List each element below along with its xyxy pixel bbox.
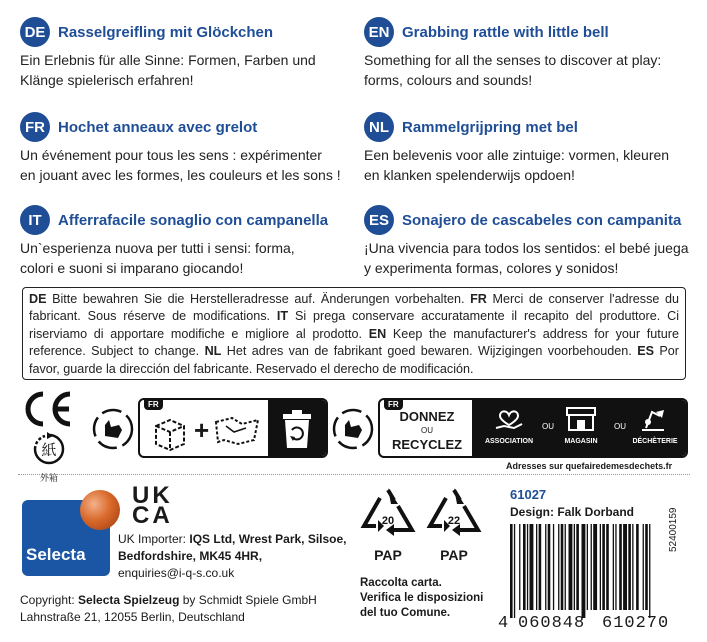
barcode-bars [506,524,686,618]
pap-20-symbol [358,486,418,566]
lang-line: Klänge spielerisch erfahren! [20,72,194,88]
recycling-note-line: Verifica le disposizioni [360,592,484,604]
paper-kanji: 紙 [41,441,57,459]
fr-tag: FR [144,399,163,410]
product-number: 61027 [510,487,547,502]
barcode-bar [636,524,639,610]
pap-22-symbol [424,486,484,566]
notice-text: Keep the manufacturer's address for your future reference. Subject to change. [29,326,680,359]
selecta-ball-icon [80,490,120,530]
barcode-bar [545,524,546,610]
recycling-note [360,576,500,621]
plus-sign: + [194,415,210,445]
barcode-bar [523,524,526,610]
magasin-label: MAGASIN [564,438,598,445]
design-credit: Design: Falk Dorband [510,505,635,519]
ukca-mark-icon [132,482,180,530]
notice-text: Si prega conservare accuratamente il recapito del produttore. Ci riserviamo di apportare modifiche e migliore al prodotto. [29,309,679,341]
lang-title: Rasselgreifling mit Glöckchen [58,23,274,41]
pap-number: 20 [381,515,395,527]
barcode-bar [649,524,650,618]
pap-label: PAP [440,547,468,563]
notice-code: IT [276,309,289,324]
box-icon [150,412,190,452]
heart-hand-icon [494,406,524,432]
side-code: 52400159 [668,507,679,552]
lang-title: Sonajero de cascabeles con campanita [402,211,682,229]
barcode-bar [527,524,528,610]
barcode-bar [591,524,592,610]
lang-line: colori e suoni si imparano giocando! [20,260,244,276]
disposal-options-panel [472,400,688,456]
barcode-left-digits: 060848 [518,614,586,633]
selecta-logo-text: Selecta [26,545,86,564]
barcode-bar [606,524,609,610]
barcode-bar [645,524,648,610]
uk-importer-text [118,531,350,582]
barcode-bar [643,524,644,610]
lang-line: forms, colours and sounds! [364,72,533,88]
notice-code: ES [637,344,654,359]
barcode-bar [619,524,622,610]
ou-small-label: OU [614,422,626,431]
store-icon [564,406,598,432]
lang-title: Afferrafacile sonaglio con campanella [58,211,329,229]
barcode [498,524,688,636]
bin-panel [268,400,326,456]
lang-title: Hochet anneaux avec grelot [58,118,258,136]
lang-badge: ES [364,205,394,235]
lang-badge: IT [20,205,50,235]
hand-recycle-icon [332,408,374,450]
barcode-bar [602,524,605,610]
ou-label: OU [421,426,433,435]
lang-line: en klanken spelenderwijs opdoen! [364,167,575,183]
lang-block-es [364,206,704,278]
barcode-bar [569,524,573,610]
lang-block-it [20,206,360,278]
notice-code: EN [368,326,387,341]
pap-number: 22 [447,515,461,527]
lang-badge: NL [364,112,394,142]
notice-text: Het adres van de fabrikant goed bewaren. Wijzigingen voorbehouden. [221,344,638,359]
copyright-company: Selecta Spielzeug [78,593,180,607]
ce-mark-icon [22,390,74,428]
lang-line: Een belevenis voor alle zintuige: vormen, kleuren [364,147,670,163]
barcode-bar [574,524,575,610]
triman-sorting-box [138,398,328,458]
lang-line: Un`esperienza nuova per tutti i sensi: forma, [20,240,295,256]
barcode-right-digits: 610270 [602,614,670,633]
notice-text: Merci de conserver l'adresse du fabricant. Sous réserve de modifications. [29,292,679,324]
paper-recycling-mark-icon [28,432,70,484]
barcode-bar [553,524,554,610]
barcode-bar [613,524,614,610]
barcode-bar [628,524,631,610]
paper-sub-label: 外箱 [39,474,58,484]
recycling-triangle-icon [358,486,418,542]
barcode-bar [623,524,627,610]
barcode-bar [519,524,520,610]
donnez-recyclez-box [378,398,688,458]
barcode-bar [548,524,551,610]
barcode-bar [576,524,579,610]
copyright-label: Copyright: [20,593,79,607]
lang-block-de [20,18,360,90]
lang-line: y experimenta formas, colores y sonidos! [364,260,619,276]
copyright-text [20,592,360,626]
lang-block-en [364,18,704,90]
lang-line: en jouant avec les formes, les couleurs et les sons ! [20,167,341,183]
importer-label: UK Importer: [118,532,190,546]
ukca-bottom: CA [132,502,173,529]
recycling-bin-icon [280,408,314,450]
recycling-note-line: Raccolta carta. [360,577,442,589]
barcode-bar [558,524,559,610]
barcode-bar [514,524,515,618]
lang-title: Grabbing rattle with little bell [402,23,609,41]
decheterie-label: DÉCHÈTERIE [632,438,678,445]
lang-badge: EN [364,17,394,47]
lang-badge: FR [20,112,50,142]
barcode-bar [561,524,564,610]
barcode-bar [615,524,616,610]
barcode-bar [632,524,633,610]
barcode-bar [587,524,588,610]
barcode-bar [565,524,566,610]
disposal-address-site: Adresses sur quefairedemesdechets.fr [506,461,673,471]
ukca-top: UK [132,482,173,509]
lang-block-fr [20,113,360,185]
notice-code: DE [29,292,47,306]
hand-recycle-icon [92,408,134,450]
barcode-bar [593,524,597,610]
barcode-first-digit: 4 [498,614,509,633]
donnez-label: DONNEZ [399,409,455,424]
lang-line: Un événement pour tous les sens : expérimenter [20,147,322,163]
lang-title: Rammelgrijpring met bel [402,118,578,136]
association-label: ASSOCIATION [484,438,534,445]
lang-line: Ein Erlebnis für alle Sinne: Formen, Farben und [20,52,316,68]
importer-email: enquiries@i-q-s.co.uk [118,566,235,580]
ou-small-label: OU [542,422,554,431]
barcode-bar [600,524,601,610]
lang-line: Something for all the senses to discover at play: [364,52,662,68]
separator-line [18,474,690,475]
company-address: Lahnstraße 21, 12055 Berlin, Deutschland [20,610,245,624]
recycling-note-line: del tuo Comune. [360,607,451,619]
notice-text: Por favor, guarde la dirección del fabricante. Reservado el derecho de modificación. [29,344,679,376]
barcode-bar [536,524,537,610]
recyclez-label: RECYCLEZ [392,437,463,452]
barcode-bar [539,524,542,610]
copyright-rest: by Schmidt Spiele GmbH [179,593,317,607]
barcode-bar [510,524,513,618]
barcode-bar [582,524,586,618]
recycling-triangle-icon [424,486,484,542]
selecta-logo [22,490,110,578]
notice-code: FR [470,292,487,306]
notice-text: Bitte bewahren Sie die Herstelleradresse auf. Änderungen vorbehalten. [46,292,471,306]
dump-icon [638,406,668,434]
lang-block-nl [364,113,704,185]
importer-address: IQS Ltd, Wrest Park, Silsoe, Bedfordshire, MK45 4HR, [118,532,347,563]
lang-line: ¡Una vivencia para todos los sentidos: el bebé juega [364,240,689,256]
notice-code: NL [204,344,222,359]
barcode-bar [530,524,534,610]
paper-icon [212,414,262,448]
manufacturer-notice [22,287,686,380]
pap-label: PAP [374,547,402,563]
fr-tag: FR [384,399,403,410]
lang-badge: DE [20,17,50,47]
